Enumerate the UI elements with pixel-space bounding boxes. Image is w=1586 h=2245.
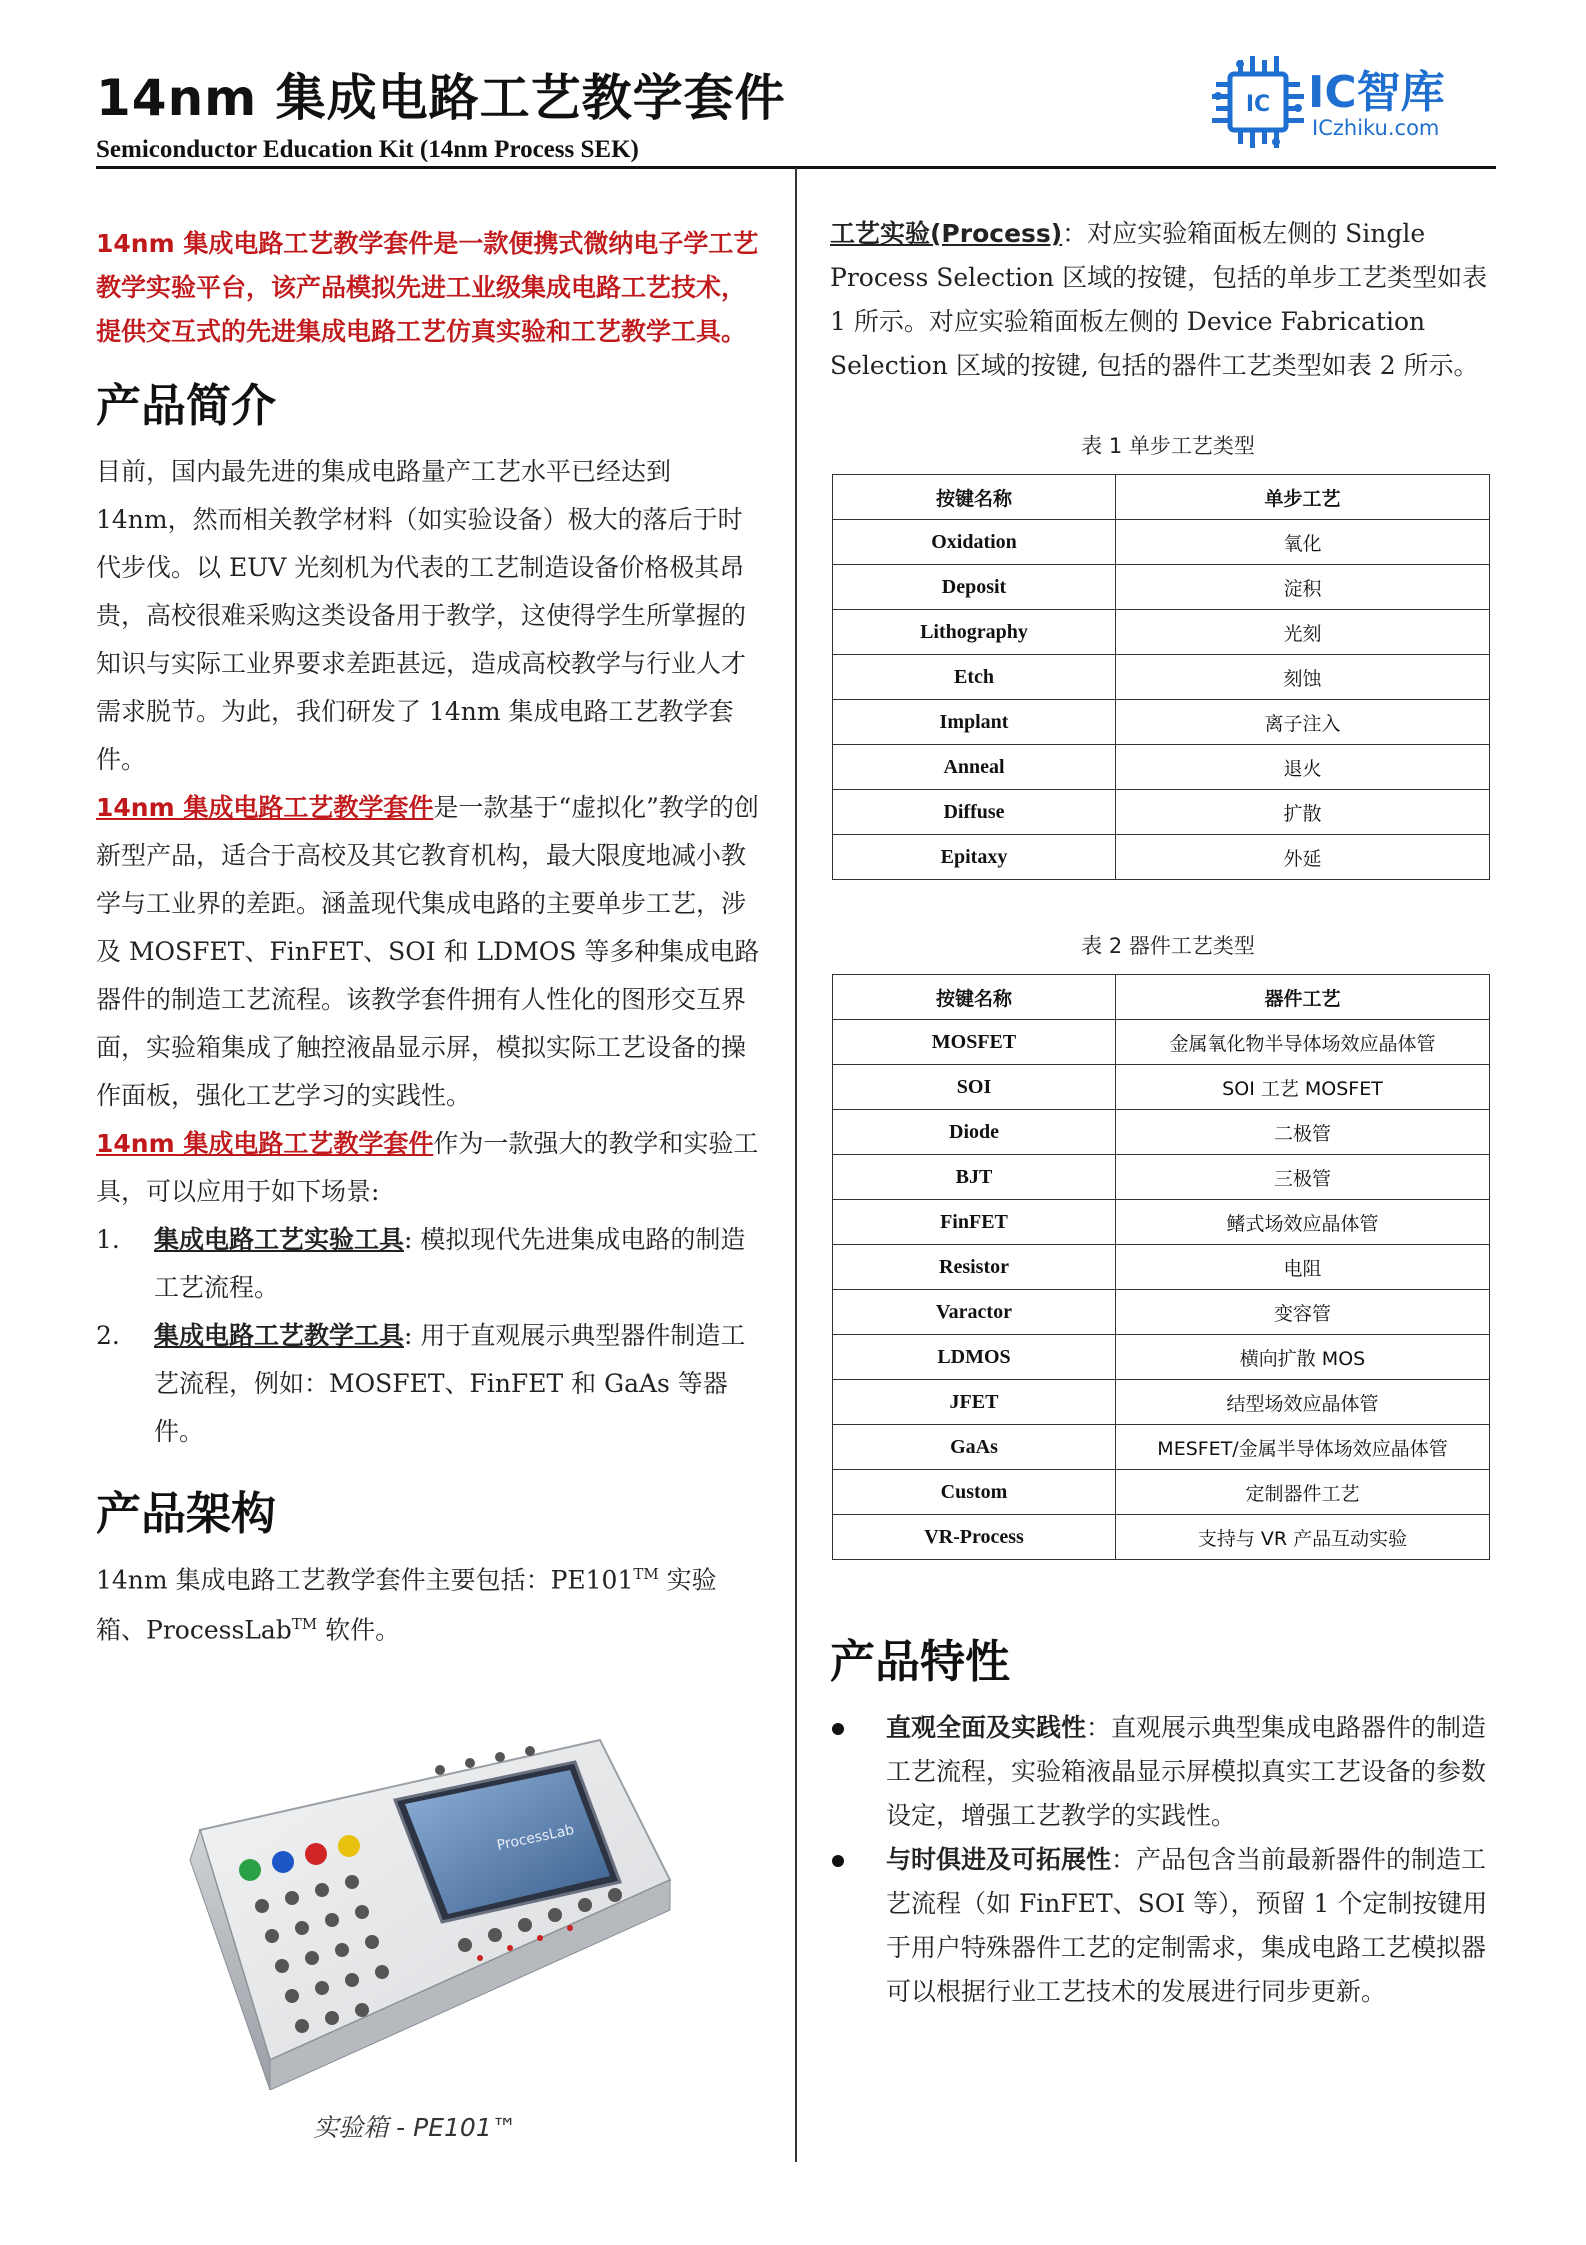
- table-row: [833, 1515, 1490, 1560]
- table-row: [833, 1155, 1490, 1200]
- table-row: [833, 1380, 1490, 1425]
- value-cell: 二极管: [1116, 1110, 1490, 1155]
- key-cell: FinFET: [833, 1200, 1116, 1245]
- bullet-icon: [832, 1855, 844, 1867]
- table-row: [833, 835, 1490, 880]
- column-header: 按键名称: [833, 975, 1116, 1020]
- table-row: [833, 745, 1490, 790]
- key-cell: Oxidation: [833, 520, 1116, 565]
- value-cell: 横向扩散 MOS: [1116, 1335, 1490, 1380]
- value-cell: 退火: [1116, 745, 1490, 790]
- value-cell: MESFET/金属半导体场效应晶体管: [1116, 1425, 1490, 1470]
- value-cell: 变容管: [1116, 1290, 1490, 1335]
- table-2-caption: 表 2 器件工艺类型: [1081, 934, 1255, 958]
- page-title: 14nm 集成电路工艺教学套件: [96, 69, 786, 127]
- process-title: 工艺实验(Process): [830, 219, 1063, 248]
- logo-url: ICzhiku.com: [1312, 116, 1440, 140]
- value-cell: 光刻: [1116, 610, 1490, 655]
- process-paragraph: [830, 212, 1506, 388]
- screen-label: ProcessLab: [495, 1821, 576, 1854]
- key-cell: VR-Process: [833, 1515, 1116, 1560]
- brand-logo: [1212, 52, 1472, 152]
- key-cell: LDMOS: [833, 1335, 1116, 1380]
- trademark-mark: TM: [291, 1615, 318, 1634]
- key-cell: Etch: [833, 655, 1116, 700]
- value-cell: 扩散: [1116, 790, 1490, 835]
- value-cell: 鳍式场效应晶体管: [1116, 1200, 1490, 1245]
- table-row: [833, 1335, 1490, 1380]
- product-link[interactable]: 14nm 集成电路工艺教学套件: [96, 1129, 434, 1158]
- table-row: [833, 1065, 1490, 1110]
- table-row: [833, 1020, 1490, 1065]
- table-header-row: [833, 475, 1490, 520]
- intro-paragraph-1: 目前，国内最先进的集成电路量产工艺水平已经达到14nm，然而相关教学材料（如实验设备）极大的落后于时代步伐。以 EUV 光刻机为代表的工艺制造设备价格极其昂贵，高校很难采购这类设备用于教学，这使得学生所掌握的知识与实际工业界要求差距甚远，造成高校教学与行业人才需求脱节。为此，我们研发了 14nm 集成电路工艺教学套件。: [96, 457, 747, 774]
- table-row: [833, 610, 1490, 655]
- value-cell: 离子注入: [1116, 700, 1490, 745]
- value-cell: 定制器件工艺: [1116, 1470, 1490, 1515]
- value-cell: 电阻: [1116, 1245, 1490, 1290]
- key-cell: Lithography: [833, 610, 1116, 655]
- table-1-caption: 表 1 单步工艺类型: [1081, 434, 1255, 458]
- key-cell: Custom: [833, 1470, 1116, 1515]
- feature-title: 直观全面及实践性: [886, 1713, 1087, 1742]
- table-row: [833, 1470, 1490, 1515]
- trademark-mark: TM: [633, 1565, 659, 1583]
- key-cell: GaAs: [833, 1425, 1116, 1470]
- column-header: 单步工艺: [1116, 475, 1490, 520]
- arch-text-b: 实验箱、ProcessLab: [96, 1565, 717, 1645]
- table-row: [833, 1425, 1490, 1470]
- key-cell: Varactor: [833, 1290, 1116, 1335]
- table-header-row: [833, 975, 1490, 1020]
- intro-paragraph-3: [96, 1120, 766, 1216]
- value-cell: 刻蚀: [1116, 655, 1490, 700]
- single-process-table: [832, 474, 1490, 880]
- key-cell: Diffuse: [833, 790, 1116, 835]
- key-cell: Anneal: [833, 745, 1116, 790]
- chip-icon: [1212, 52, 1304, 152]
- key-cell: Epitaxy: [833, 835, 1116, 880]
- feature-list: [830, 1706, 1506, 2014]
- paragraph-3-text: 作为一款强大的教学和实验工具，可以应用于如下场景:: [96, 1129, 759, 1206]
- list-number: 2.: [96, 1321, 120, 1350]
- intro-paragraph-2: [96, 784, 766, 1120]
- scenario-list: [96, 1216, 766, 1456]
- experiment-box-image: [180, 1730, 680, 2090]
- list-item-text: : 模拟现代先进集成电路的制造工艺流程。: [154, 1225, 746, 1302]
- list-item: [830, 1838, 1506, 2014]
- architecture-paragraph: [96, 1552, 766, 1653]
- table-row: [833, 700, 1490, 745]
- table-row: [833, 1245, 1490, 1290]
- logo-name: IC智库: [1308, 67, 1445, 118]
- section-heading-features: 产品特性: [830, 1635, 1011, 1688]
- paragraph-2-text: 是一款基于“虚拟化”教学的创新型产品，适合于高校及其它教育机构，最大限度地减小教学与工业界的差距。涵盖现代集成电路的主要单步工艺，涉及 MOSFET、FinFET、SOI 和 LDMOS 等多种集成电路器件的制造工艺流程。该教学套件拥有人性化的图形交互界面，实验箱集成了触控液晶显示屏，模拟实际工艺设备的操作面板，强化工艺学习的实践性。: [96, 793, 760, 1110]
- key-cell: Resistor: [833, 1245, 1116, 1290]
- table-row: [833, 565, 1490, 610]
- table-row: [833, 655, 1490, 700]
- product-link[interactable]: 14nm 集成电路工艺教学套件: [96, 793, 434, 822]
- value-cell: 结型场效应晶体管: [1116, 1380, 1490, 1425]
- table-row: [833, 790, 1490, 835]
- list-item-text: : 用于直观展示典型器件制造工艺流程，例如：MOSFET、FinFET 和 GaAs 等器件。: [154, 1321, 746, 1446]
- column-header: 器件工艺: [1116, 975, 1490, 1020]
- right-column: [830, 212, 1506, 2014]
- list-number: 1.: [96, 1225, 120, 1254]
- value-cell: 三极管: [1116, 1155, 1490, 1200]
- list-item: [830, 1706, 1506, 1838]
- table-row: [833, 1200, 1490, 1245]
- bullet-icon: [832, 1723, 844, 1735]
- key-cell: Diode: [833, 1110, 1116, 1155]
- list-item-title: 集成电路工艺实验工具: [154, 1225, 405, 1254]
- key-cell: BJT: [833, 1155, 1116, 1200]
- page-subtitle: Semiconductor Education Kit (14nm Process SEK): [96, 136, 639, 163]
- value-cell: 支持与 VR 产品互动实验: [1116, 1515, 1490, 1560]
- value-cell: SOI 工艺 MOSFET: [1116, 1065, 1490, 1110]
- device-process-table: [832, 974, 1490, 1560]
- list-item-title: 集成电路工艺教学工具: [154, 1321, 405, 1350]
- list-item: [96, 1312, 766, 1456]
- feature-title: 与时俱进及可拓展性: [886, 1845, 1112, 1874]
- device-caption: 实验箱 - PE101™: [313, 2113, 517, 2142]
- key-cell: Deposit: [833, 565, 1116, 610]
- value-cell: 外延: [1116, 835, 1490, 880]
- left-column: [96, 222, 766, 1653]
- table-row: [833, 1290, 1490, 1335]
- feature-text: ：产品包含当前最新器件的制造工艺流程（如 FinFET、SOI 等），预留 1 个定制按键用于用户特殊器件工艺的定制需求，集成电路工艺模拟器可以根据行业工艺技术的发展进行同步更新。: [886, 1845, 1488, 2006]
- key-cell: MOSFET: [833, 1020, 1116, 1065]
- list-item: [96, 1216, 766, 1312]
- intro-summary: 14nm 集成电路工艺教学套件是一款便携式微纳电子学工艺教学实验平台，该产品模拟先进工业级集成电路工艺技术，提供交互式的先进集成电路工艺仿真实验和工艺教学工具。: [96, 229, 759, 346]
- arch-text-a: 14nm 集成电路工艺教学套件主要包括：PE101: [96, 1565, 634, 1595]
- feature-text: ：直观展示典型集成电路器件的制造工艺流程，实验箱液晶显示屏模拟真实工艺设备的参数设定，增强工艺教学的实践性。: [886, 1713, 1487, 1830]
- column-divider: [795, 168, 797, 2162]
- chip-label: IC: [1245, 92, 1271, 117]
- value-cell: 淀积: [1116, 565, 1490, 610]
- table-row: [833, 1110, 1490, 1155]
- process-text: ：对应实验箱面板左侧的 Single Process Selection 区域的按键，包括的单步工艺类型如表 1 所示。对应实验箱面板左侧的 Device Fabrication Selection 区域的按键, 包括的器件工艺类型如表 2 所示。: [830, 219, 1488, 380]
- key-cell: JFET: [833, 1380, 1116, 1425]
- key-cell: SOI: [833, 1065, 1116, 1110]
- arch-text-c: 软件。: [317, 1615, 401, 1645]
- section-heading-architecture: 产品架构: [96, 1487, 277, 1540]
- column-header: 按键名称: [833, 475, 1116, 520]
- table-row: [833, 520, 1490, 565]
- section-heading-intro: 产品简介: [96, 379, 277, 432]
- key-cell: Implant: [833, 700, 1116, 745]
- value-cell: 金属氧化物半导体场效应晶体管: [1116, 1020, 1490, 1065]
- value-cell: 氧化: [1116, 520, 1490, 565]
